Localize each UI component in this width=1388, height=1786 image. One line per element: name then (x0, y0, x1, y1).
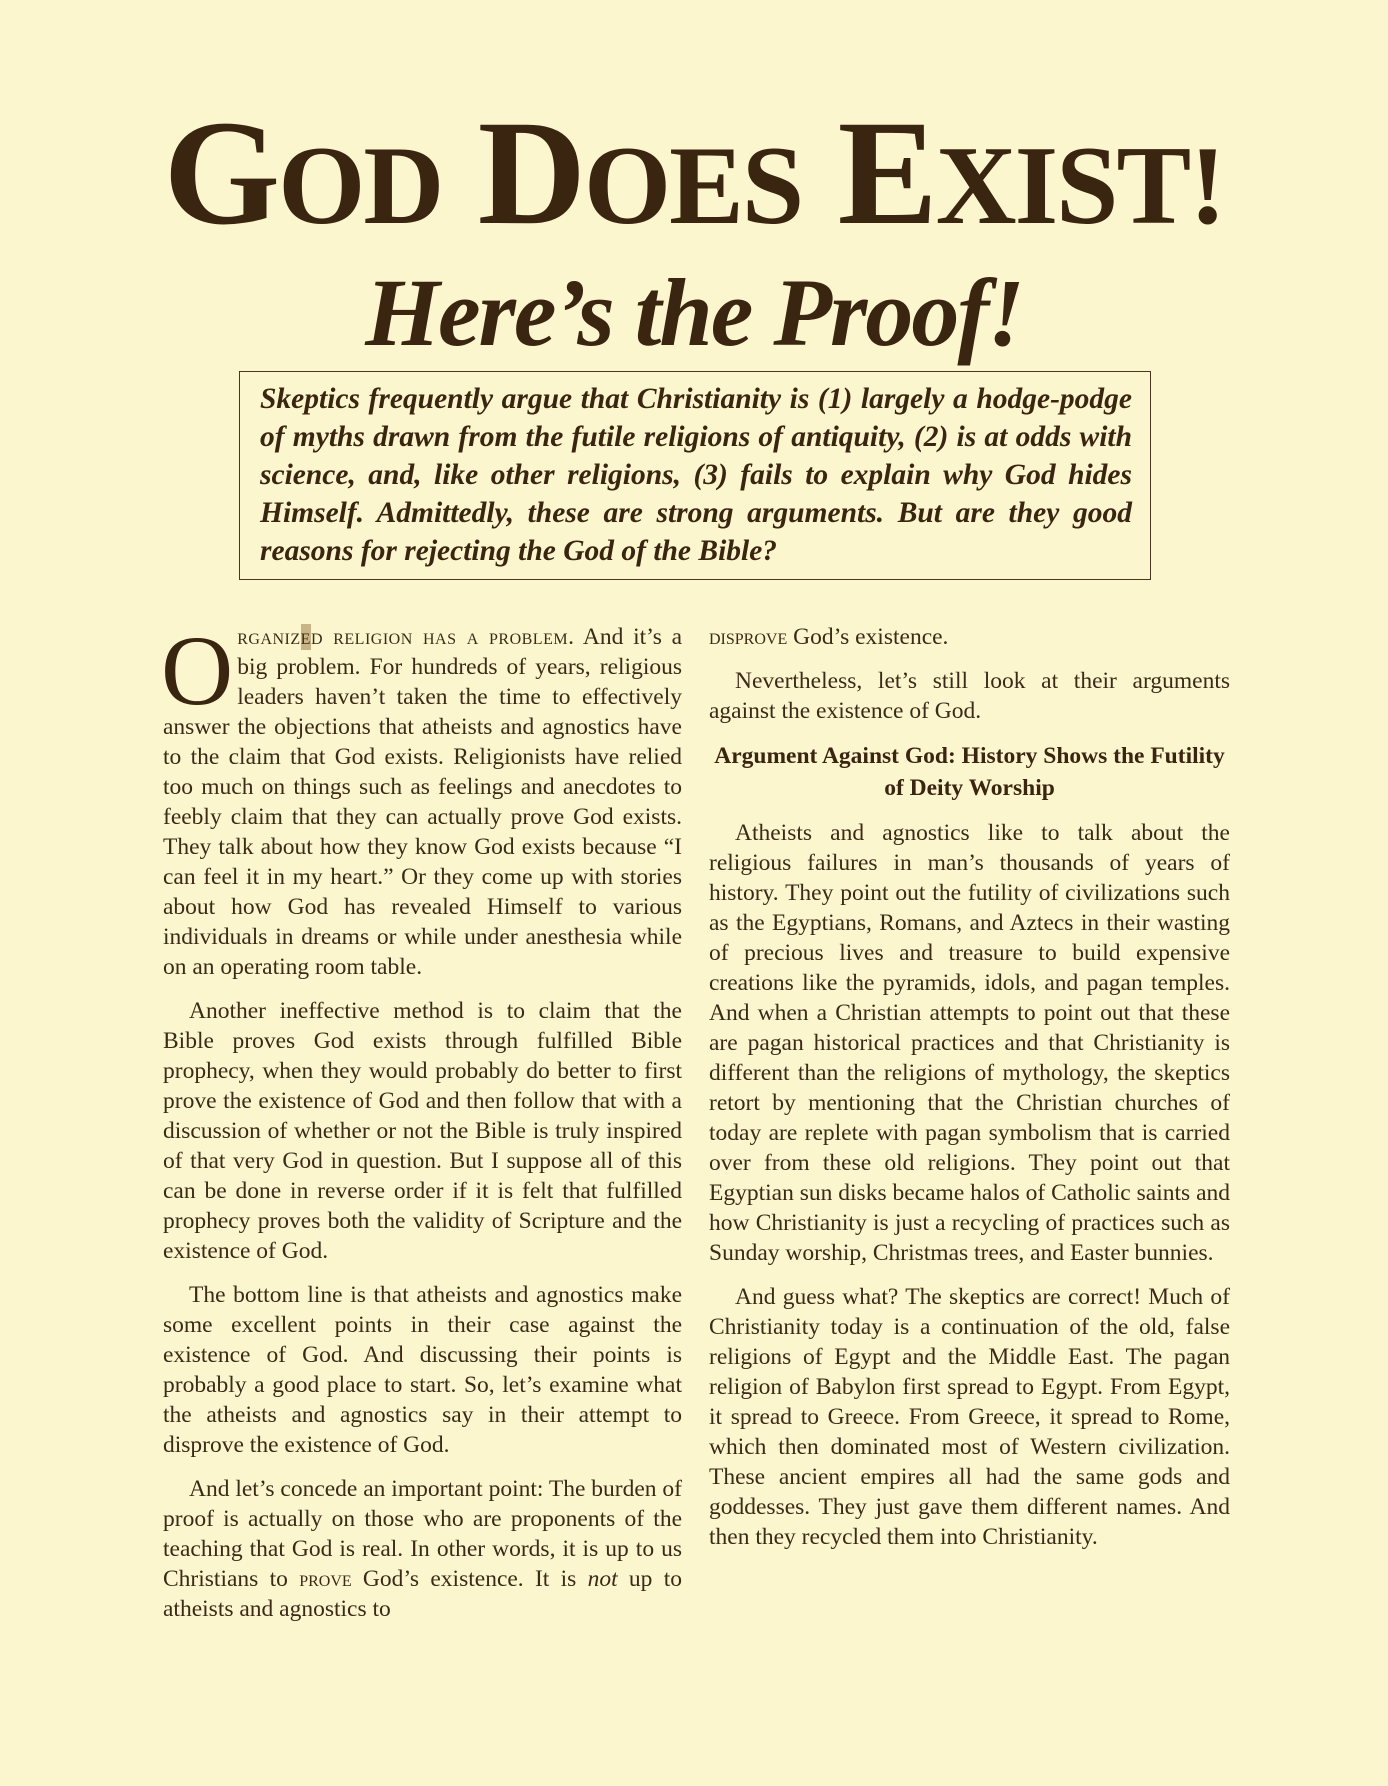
paragraph-text: And it’s a big problem. For hundreds of years, religious leaders haven’t taken the time to effectively answer the objections that atheists and agnostics have to the claim that God exists. Religionists have relied too much on things such as feelings and anecdotes to feebly claim that they can actually prove God exists. They talk about how they know God exists because “I can feel it in my heart.” Or they come up with stories about how God has revealed Himself to various individuals in dreams or while under anesthesia while on an operating room table. (163, 624, 682, 980)
title-letter: XIST! (935, 124, 1225, 248)
small-caps-word: disprove (709, 624, 788, 650)
italic-word: not (587, 1566, 618, 1592)
title-letter: E (837, 90, 936, 256)
paragraph-text: up to atheists and agnostics to (163, 1566, 682, 1622)
intro-box (239, 371, 1151, 580)
lead-in-text: rganiz (237, 624, 301, 650)
page-subtitle: Here’s the Proof! (365, 259, 1023, 366)
left-column (161, 615, 682, 1638)
intro-text: Skeptics frequently argue that Christianity is (1) largely a hodge-podge of myths drawn from the futile religions of antiquity, (2) is at odds with science, and, like other religions, (3) fails to explain why God hides Himself. Admittedly, these are strong arguments. But are they good reasons for rejecting the God of the Bible? (260, 383, 1132, 567)
paragraph-8: And guess what? The skeptics are correct! Much of Christianity today is a continuation of the old, false religions of Egypt and the Middle East. The pagan religion of Babylon first spread to Egypt. From Egypt, it spread to Greece. From Greece, it spread to Rome, which then dominated most of Western civilization. These ancient empires all had the same gods and goddesses. They just gave them different names. And then they recycled them into Christianity. (709, 1284, 1230, 1550)
right-column (709, 622, 1230, 1566)
title-letter: OES (584, 124, 803, 248)
paragraph-6: Nevertheless, let’s still look at their arguments against the existence of God. (709, 668, 1230, 724)
paragraph-3: The bottom line is that atheists and agnostics make some excellent points in their case against the existence of God. And discussing their points is probably a good place to start. So, let’s examine what the atheists and agnostics say in their attempt to disprove the existence of God. (163, 1282, 682, 1458)
paragraph-text: And let’s concede an important point: The burden of proof is actually on those who are proponents of the teaching that God is real. In other words, it is up to us Christians to (163, 1476, 682, 1592)
small-caps-word: prove (299, 1566, 352, 1592)
paragraph-5 (709, 622, 1230, 652)
paragraph-text: God’s existence. (787, 624, 949, 650)
section-heading: Argument Against God: History Shows the Futility of Deity Worship (714, 743, 1225, 801)
paragraph-4 (163, 1474, 682, 1624)
title-letter: G (163, 90, 279, 256)
title-letter: OD (278, 124, 443, 248)
title-letter: D (477, 90, 585, 256)
drop-cap: O (161, 615, 234, 726)
paragraph-1 (161, 615, 682, 982)
paragraph-text: God’s existence. It is (351, 1566, 588, 1592)
paragraph-2: Another ineffective method is to claim that the Bible proves God exists through fulfilled Bible prophecy, when they would probably do better to first prove the existence of God and then follow that with a discussion of whether or not the Bible is truly inspired of that very God in question. But I suppose all of this can be done in reverse order if it is felt that fulfilled prophecy proves both the validity of Scripture and the existence of God. (163, 998, 682, 1264)
lead-in-text: d religion has a problem. (310, 624, 575, 650)
highlighted-letter: e (300, 624, 311, 650)
page-title (0, 88, 1388, 271)
paragraph-7: Atheists and agnostics like to talk about the religious failures in man’s thousands of years of history. They point out the futility of civilizations such as the Egyptians, Romans, and Aztecs in their wasting of precious lives and treasure to build expensive creations like the pyramids, idols, and pagan temples. And when a Christian attempts to point out that these are pagan historical practices and that Christianity is different than the religions of mythology, the skeptics retort by mentioning that the Christian churches of today are replete with pagan symbolism that is carried over from these old religions. They point out that Egyptian sun disks became halos of Catholic saints and how Christianity is just a recycling of practices such as Sunday worship, Christmas trees, and Easter bunnies. (709, 820, 1230, 1266)
lead-in (237, 624, 574, 650)
